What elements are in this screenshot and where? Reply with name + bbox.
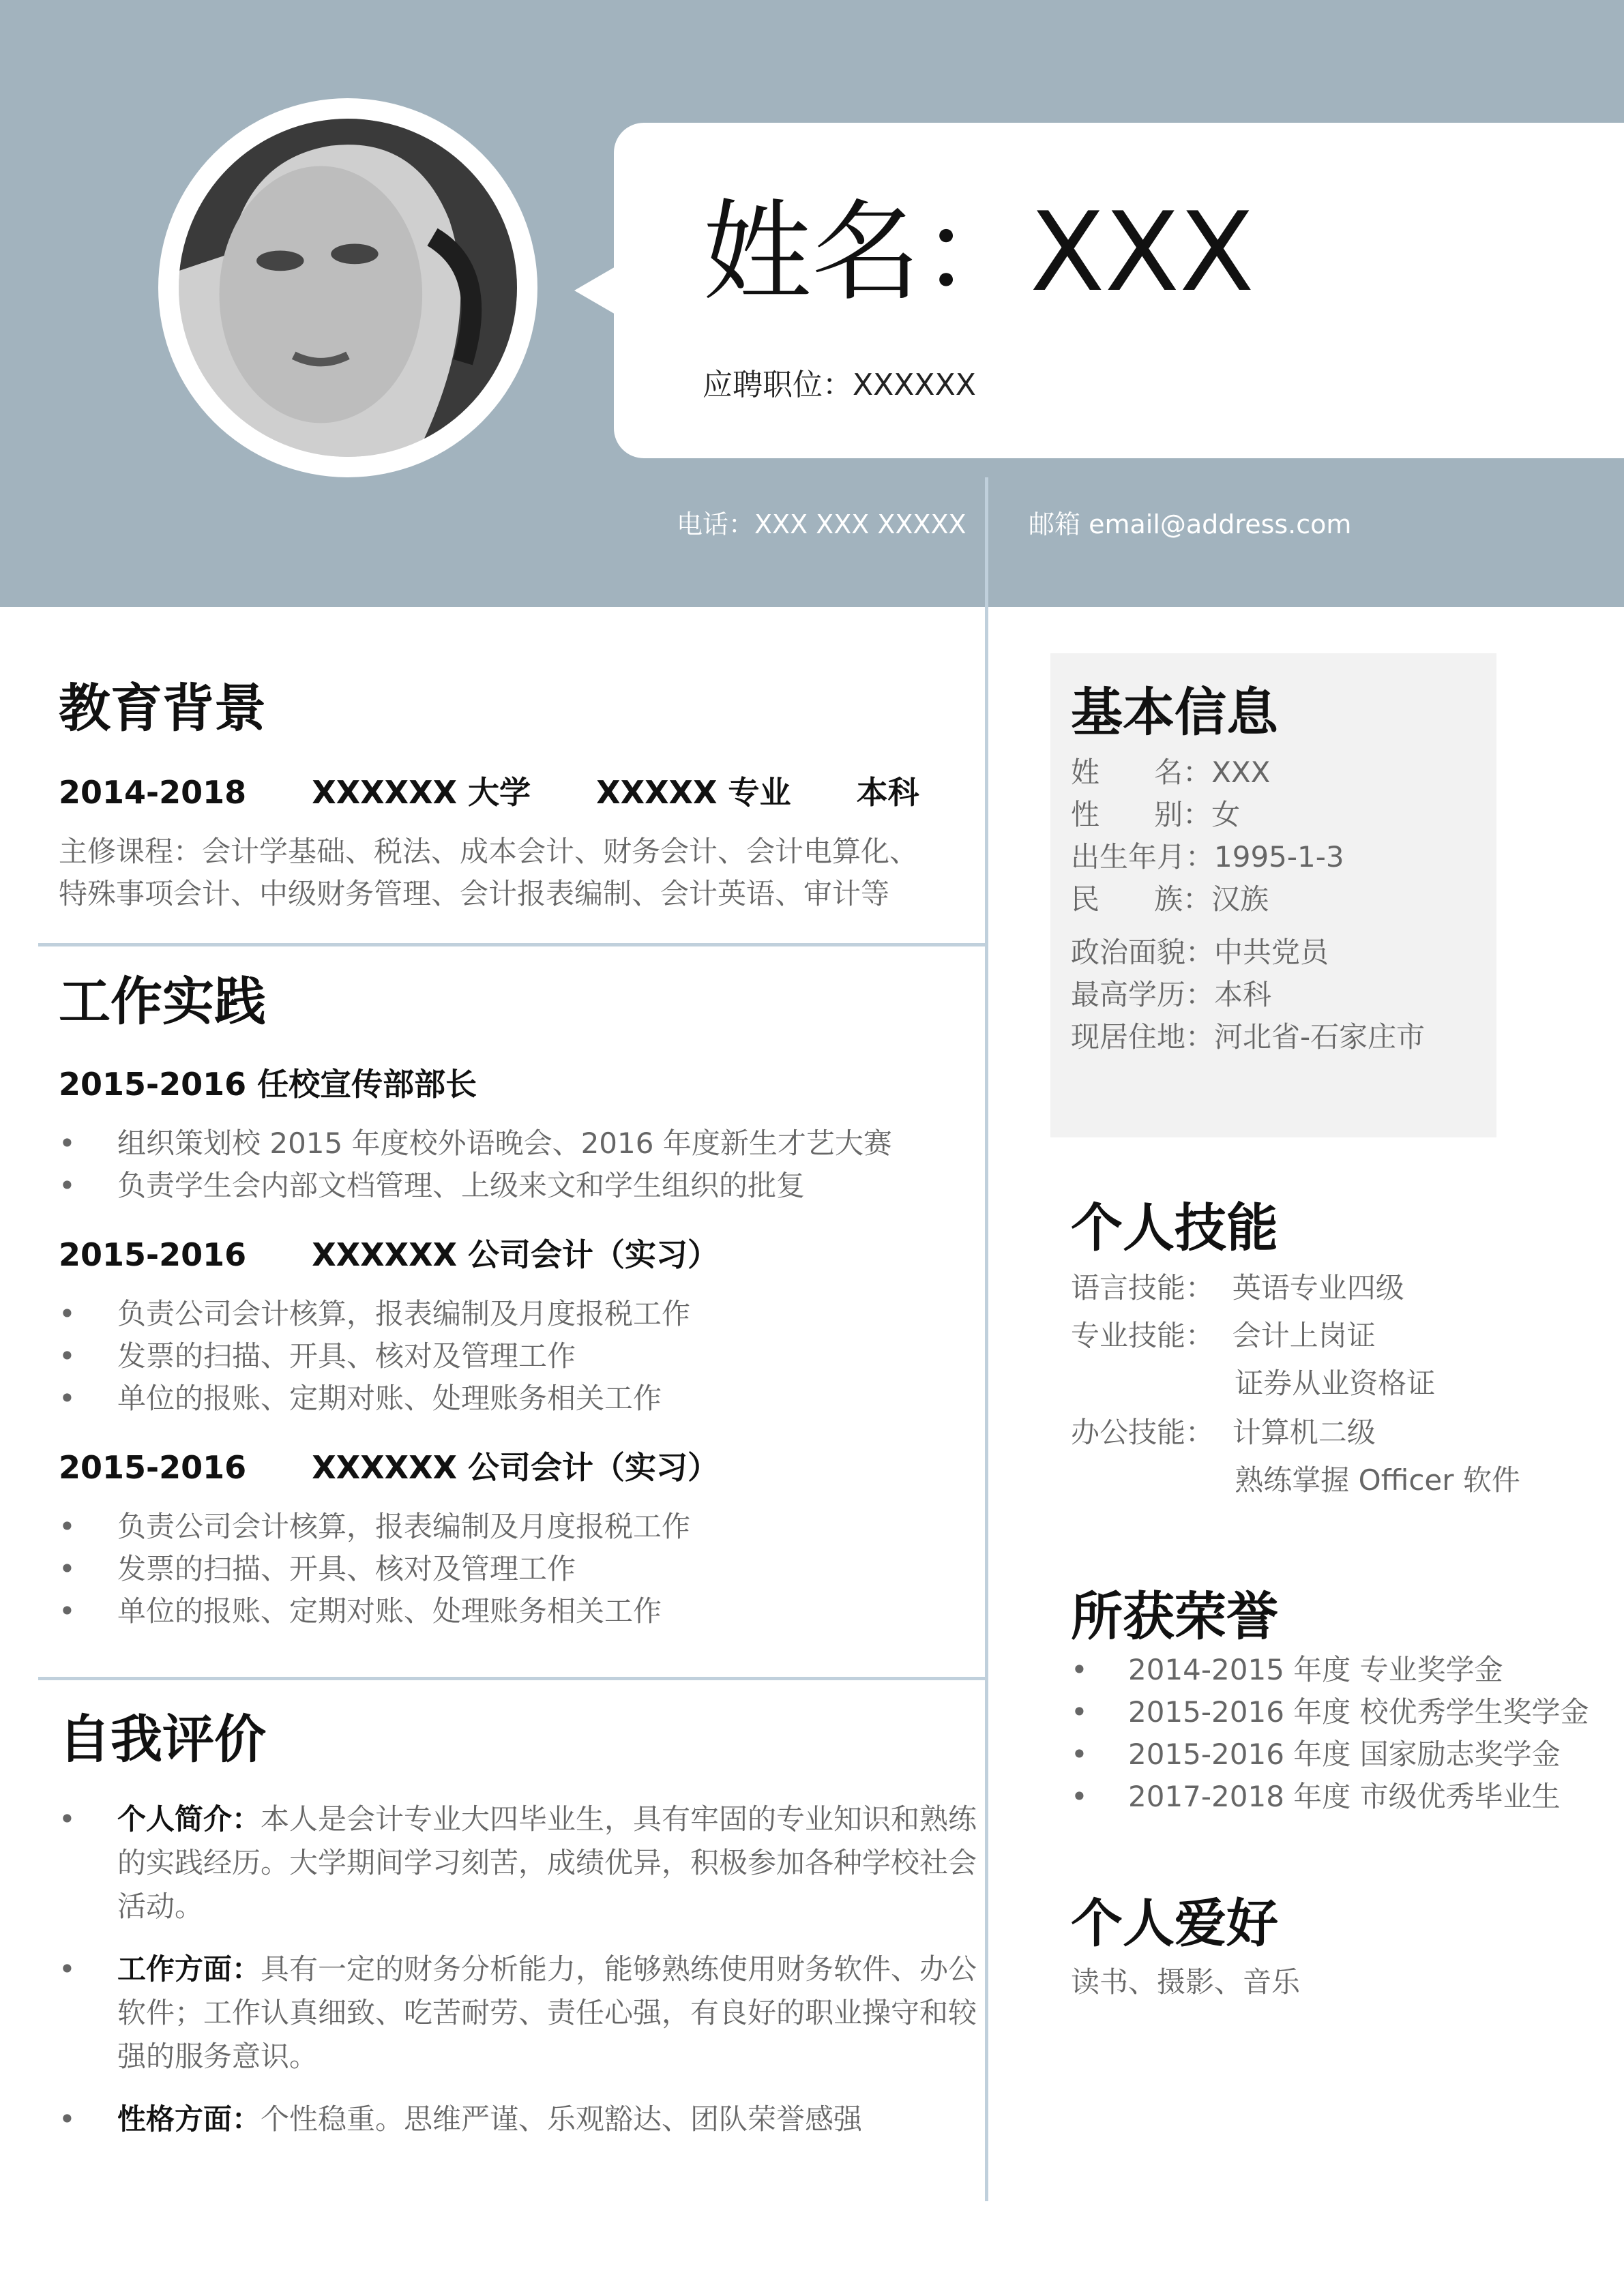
list-item — [59, 2098, 997, 2141]
list-item: • 2015-2016 年度 国家励志奖学金 — [1071, 1733, 1589, 1776]
item-lead: 个人简介： — [117, 1802, 261, 1836]
item-text: 本人是会计专业大四毕业生，具有牢固的专业知识和熟练的实践经历。大学期间学习刻苦，成绩优异，积极参加各种学校社会活动。 — [117, 1802, 977, 1923]
info-row: 性 别：女 — [1071, 798, 1241, 831]
list-item: • 负责公司会计核算，报表编制及月度报税工作 — [59, 1506, 690, 1548]
info-row: 最高学历：本科 — [1071, 978, 1272, 1011]
list-item: • 2015-2016 年度 校优秀学生奖学金 — [1071, 1691, 1589, 1733]
section-divider — [38, 1677, 986, 1680]
list-item: • 单位的报账、定期对账、处理账务相关工作 — [59, 1590, 690, 1632]
honors-list — [1071, 1649, 1589, 1818]
email-text: 邮箱 email@address.com — [1029, 509, 1352, 539]
list-item: • 发票的扫描、开具、核对及管理工作 — [59, 1548, 690, 1590]
skill-row: 办公技能： 计算机二级 — [1071, 1416, 1376, 1449]
self-eval-title: 自我评价 — [59, 1709, 266, 1770]
education-title: 教育背景 — [59, 678, 266, 739]
self-eval-list — [59, 1798, 997, 2160]
item-text: 具有一定的财务分析能力，能够熟练使用财务软件、办公软件；工作认真细致、吃苦耐劳、责任心强，有良好的职业操守和较强的服务意识。 — [117, 1952, 977, 2073]
work-entry-list — [59, 1293, 690, 1420]
candidate-name: 姓名：XXX — [703, 188, 1254, 316]
hobbies-title: 个人爱好 — [1071, 1893, 1278, 1954]
work-entry-heading: 2015-2016 XXXXXX 公司会计（实习） — [59, 1236, 720, 1273]
speech-bubble-tail — [574, 266, 617, 315]
list-item: • 单位的报账、定期对账、处理账务相关工作 — [59, 1377, 690, 1420]
list-item: • 负责公司会计核算，报表编制及月度报税工作 — [59, 1293, 690, 1335]
work-entry-heading: 2015-2016 XXXXXX 公司会计（实习） — [59, 1449, 720, 1486]
work-entry-list — [59, 1122, 892, 1207]
skill-row: 证券从业资格证 — [1071, 1367, 1436, 1400]
info-row: 现居住地：河北省-石家庄市 — [1071, 1020, 1426, 1054]
work-title: 工作实践 — [59, 971, 266, 1032]
phone-text: 电话：XXX XXX XXXXX — [677, 509, 966, 539]
item-lead: 性格方面： — [117, 2102, 261, 2136]
list-item: • 组织策划校 2015 年度校外语晚会、2016 年度新生才艺大赛 — [59, 1122, 892, 1165]
list-item: • 负责学生会内部文档管理、上级来文和学生组织的批复 — [59, 1165, 892, 1207]
portrait-photo — [179, 119, 517, 457]
item-lead: 工作方面： — [117, 1952, 261, 1986]
skill-row: 语言技能： 英语专业四级 — [1071, 1271, 1404, 1304]
work-entry-list — [59, 1506, 690, 1632]
applied-position: 应聘职位：XXXXXX — [703, 368, 976, 402]
info-row: 姓 名：XXX — [1071, 756, 1271, 789]
list-item: • 2017-2018 年度 市级优秀毕业生 — [1071, 1776, 1589, 1818]
work-entry-heading: 2015-2016 任校宣传部部长 — [59, 1066, 477, 1103]
item-text: 个性稳重。思维严谨、乐观豁达、团队荣誉感强 — [261, 2102, 863, 2136]
section-divider — [38, 943, 986, 946]
hobbies-text: 读书、摄影、音乐 — [1071, 1965, 1301, 1999]
list-item: • 2014-2015 年度 专业奖学金 — [1071, 1649, 1589, 1691]
info-row: 政治面貌：中共党员 — [1071, 936, 1329, 969]
skill-row: 专业技能： 会计上岗证 — [1071, 1319, 1376, 1352]
list-item — [59, 1948, 997, 2078]
info-row: 出生年月：1995-1-3 — [1071, 840, 1344, 874]
honors-title: 所获荣誉 — [1071, 1586, 1278, 1647]
list-item: • 发票的扫描、开具、核对及管理工作 — [59, 1335, 690, 1377]
education-courses: 主修课程：会计学基础、税法、成本会计、财务会计、会计电算化、特殊事项会计、中级财务管理、会计报表编制、会计英语、审计等 — [59, 835, 919, 910]
skills-title: 个人技能 — [1071, 1197, 1278, 1258]
info-row: 民 族：汉族 — [1071, 882, 1269, 916]
basic-info-title: 基本信息 — [1071, 682, 1278, 743]
list-item — [59, 1798, 997, 1928]
education-line: 2014-2018 XXXXXX 大学 XXXXX 专业 本科 — [59, 774, 919, 811]
skill-row: 熟练掌握 Officer 软件 — [1071, 1463, 1520, 1497]
